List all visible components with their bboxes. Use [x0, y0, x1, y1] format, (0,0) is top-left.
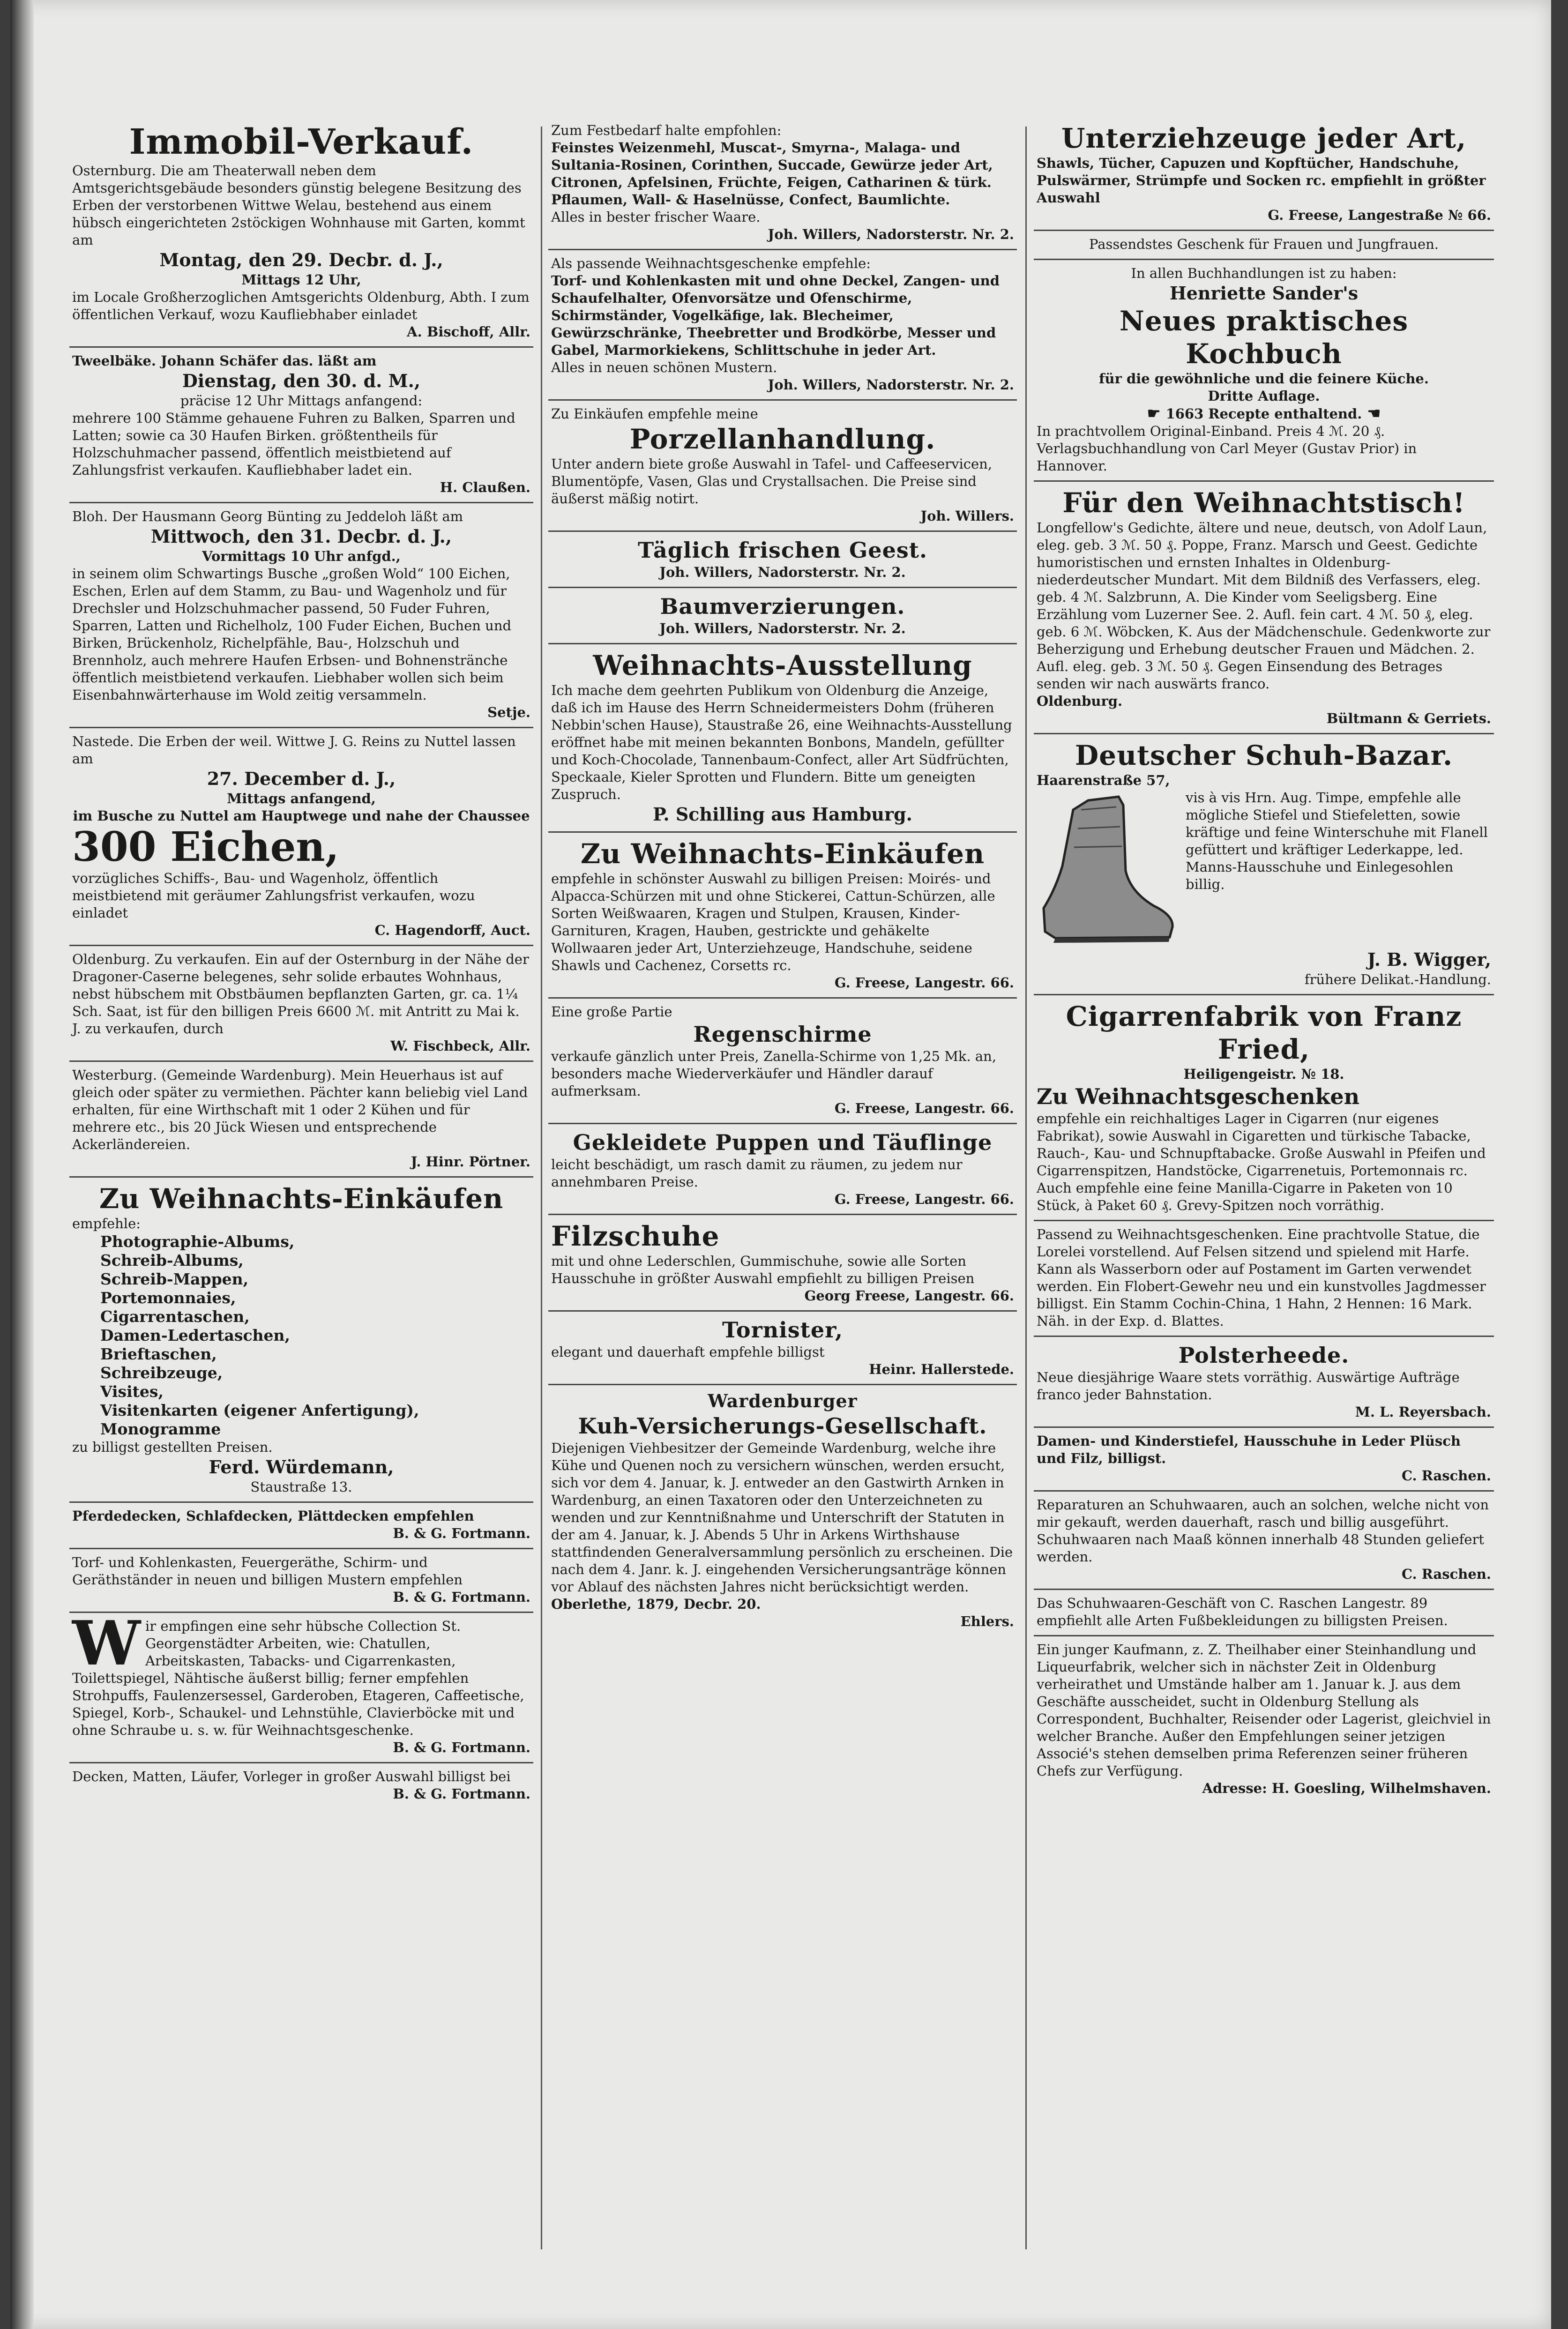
ad-body: Osternburg. Die am Theaterwall neben dem Amtsgerichtsgebäude besonders günstig belegene Besitzung des Erben der verstorbenen Wittwe Welau, bestehend aus einem hübsch eingerichteten 2stöckigen Wohnhause mit Garten, kommt am: [72, 163, 525, 248]
ad-signature: B. & G. Fortmann.: [393, 1786, 530, 1802]
ad-title: Polsterheede.: [1178, 1343, 1350, 1368]
ad-intro: In allen Buchhandlungen ist zu haben:: [1131, 265, 1397, 281]
ad-place: Oldenburg.: [1037, 693, 1123, 709]
list-item: Brieftaschen,: [100, 1345, 217, 1363]
ad-intro: Bloh. Der Hausmann Georg Bünting zu Jeddeloh läßt am: [72, 508, 463, 524]
ad-body: Pferdedecken, Schlafdecken, Plättdecken empfehlen: [72, 1508, 474, 1524]
ad-kaufmann: [1034, 1636, 1494, 1803]
ad-geschenke: [548, 250, 1017, 401]
ad-signature: H. Claußen.: [440, 479, 530, 495]
ad-title: Weihnachts-Ausstellung: [593, 649, 972, 681]
ad-title: Deutscher Schuh-Bazar.: [1075, 739, 1453, 771]
ad-body: empfehle in schönster Auswahl zu billigen Preisen: Moirés- und Alpacca-Schürzen mit und ohne Stickerei, Cattun-Schürzen, alle Sorten Weißwaaren, Kragen und Stulpen, Krausen, Kinder-Garnituren, Kragen, Hauben, gestrickte und gehäkelte Wollwaaren jeder Art, Unterziehzeuge, Handschuhe, seidene Shawls und Cachenez, Corsetts rc.: [551, 871, 995, 973]
ad-signature: B. & G. Fortmann.: [393, 1525, 530, 1541]
ad-title: Cigarrenfabrik von Franz Fried,: [1066, 1000, 1462, 1065]
ad-publisher: Verlagsbuchhandlung von Carl Meyer (Gustav Prior) in Hannover.: [1037, 440, 1417, 474]
ad-signature: G. Freese, Langestr. 66.: [834, 975, 1014, 991]
list-item: Damen-Ledertaschen,: [100, 1326, 291, 1344]
ad-signature: B. & G. Fortmann.: [393, 1589, 530, 1605]
ad-title: Kuh-Versicherungs-Gesellschaft.: [578, 1413, 987, 1439]
column-rule: [541, 127, 542, 2249]
ad-body: Longfellow's Gedichte, ältere und neue, deutsch, von Adolf Laun, eleg. geb. 3 ℳ. 50 ₰. Poppe, Franz. Marsch und Geest. Gedichte humoristischen und ernsten Inhaltes in Oldenburg-niederdeutscher Mundart. Mit dem Bildniß des Verfassers, eleg. geb. 4 ℳ. Salzbrunn, A. Die Kinder vom Seeligsberg. Eine Erzählung vom Luzerner See. 2. Aufl. fein cart. 4 ℳ. 50 ₰, eleg. geb. 6 ℳ. Wöbcken, K. Aus der Mädchenschule. Gedenkworte zur Beherzigung und Erhebung deutscher Frauen und Mädchen. 2. Aufl. eleg. geb. 3 ℳ. 50 ₰. Gegen Einsendung des Betrages senden wir nach auswärts franco.: [1037, 520, 1491, 692]
ad-time: Mittags anfangend,: [227, 791, 376, 806]
ad-place: im Busche zu Nuttel am Hauptwege und nahe der Chaussee: [73, 808, 530, 824]
ad-signature: Joh. Willers.: [920, 508, 1014, 524]
ad-date: 27. December d. J.,: [207, 768, 396, 789]
ad-signature: W. Fischbeck, Allr.: [390, 1038, 530, 1054]
ad-title: Zu Weihnachts-Einkäufen: [580, 838, 985, 870]
ad-title: Porzellanhandlung.: [629, 423, 936, 455]
ad-puppen: [548, 1124, 1017, 1215]
ad-subtitle: Zu Weihnachtsgeschenken: [1037, 1084, 1360, 1109]
ad-body: mehrere 100 Stämme gehauene Fuhren zu Balken, Sparren und Latten; sowie ca 30 Haufen Birken. größtentheils für Holzschuhmacher passend, öffentlich meistbietend auf Zahlungsfrist verkaufen. Kaufliebhaber ladet ein.: [72, 410, 515, 478]
ad-immobil: [69, 117, 533, 348]
ad-einkaeufe: [548, 833, 1017, 999]
ad-unterziehzeuge: [1034, 117, 1494, 231]
ad-edition: Dritte Auflage.: [1208, 388, 1320, 404]
ad-body: vorzügliches Schiffs-, Bau- und Wagenholz, öffentlich meistbietend mit geräumer Zahlungsfrist verkaufen, wozu einladet: [72, 870, 475, 921]
ad-signature: Joh. Willers, Nadorsterstr. Nr. 2.: [768, 226, 1014, 242]
ad-outro: zu billigst gestellten Preisen.: [72, 1439, 273, 1455]
list-item: Cigarrentaschen,: [100, 1307, 250, 1326]
column-2: [548, 117, 1017, 2254]
list-item: Portemonnaies,: [100, 1289, 236, 1307]
ad-signature: Ehlers.: [960, 1613, 1014, 1629]
ad-versicherung: [548, 1385, 1017, 1636]
pointing-hand-icon: ☛: [1147, 404, 1166, 422]
ad-nastede: [69, 728, 533, 946]
ad-signature: A. Bischoff, Allr.: [407, 324, 530, 340]
ad-title: Immobil-Verkauf.: [129, 122, 474, 162]
ad-body: Neue diesjährige Waare stets vorräthig. Auswärtige Aufträge franco jeder Bahnstation.: [1037, 1369, 1460, 1403]
ad-headline-number: 300 Eichen,: [72, 823, 339, 871]
ad-body: empfehle ein reichhaltiges Lager in Cigarren (nur eigenes Fabrikat), sowie Auswahl in Cigaretten und türkische Tabacke, Rauch-, Kau- und Schnupftabacke. Große Auswahl in Pfeifen und Cigarrenspitzen, Handstöcke, Cigarrenetuis, Portemonnais rc. Auch empfehle eine feine Manilla-Cigarre in Paketen von 10 Stück, à Paket 60 ₰. Grevy-Spitzen noch vorräthig.: [1037, 1111, 1486, 1213]
ad-recipes-text: 1663 Recepte enthaltend.: [1165, 406, 1362, 422]
list-item: Schreibzeuge,: [100, 1364, 223, 1382]
ad-address: Haarenstraße 57,: [1037, 772, 1170, 788]
ad-title: Für den Weihnachtstisch!: [1062, 487, 1465, 519]
ad-kochbuch: [1034, 260, 1494, 482]
ad-porzellan: [548, 401, 1017, 532]
ad-baumverzierungen: [548, 588, 1017, 644]
ad-title: Filzschuhe: [551, 1220, 720, 1252]
ad-ausstellung: [548, 644, 1017, 833]
list-item: Monogramme: [100, 1420, 221, 1438]
ad-tornister: [548, 1312, 1017, 1385]
ad-signature-note: frühere Delikat.-Handlung.: [1304, 971, 1491, 987]
ad-body: Reparaturen an Schuhwaaren, auch an solchen, welche nicht von mir gekauft, werden dauerhaft, rasch und billig ausgeführt. Schuhwaaren nach Maaß können innerhalb 48 Stunden geliefert werden.: [1037, 1497, 1489, 1565]
ad-bloh: [69, 503, 533, 728]
ad-signature: C. Raschen.: [1401, 1468, 1491, 1484]
ad-items: Feinstes Weizenmehl, Muscat-, Smyrna-, Malaga- und Sultania-Rosinen, Corinthen, Succade, Gewürze jeder Art, Citronen, Apfelsinen, Früchte, Feigen, Catharinen & türk. Pflaumen, Wall- & Haselnüsse, Confect, Baumlichte.: [551, 140, 993, 208]
page-gutter: [10, 0, 34, 2329]
ad-outro: Alles in bester frischer Waare.: [551, 209, 761, 225]
ad-signature: P. Schilling aus Hamburg.: [653, 804, 912, 825]
ad-body: mit und ohne Lederschlen, Gummischuhe, sowie alle Sorten Hausschuhe in größter Auswahl empfiehlt zu billigen Preisen: [551, 1253, 975, 1286]
ad-outro: Alles in neuen schönen Mustern.: [551, 359, 777, 375]
ad-time: präcise 12 Uhr Mittags anfangend:: [180, 393, 423, 409]
ad-body: Passend zu Weihnachtsgeschenken. Eine prachtvolle Statue, die Lorelei vorstellend. Auf Felsen sitzend und spielend mit Harfe. Kann als Wasserborn oder auf Postament im Garten verwendet werden. Ein Flobert-Gewehr neu und ein kunstvolles Jagdmesser billigst. Ein Stamm Cochin-China, 1 Hahn, 2 Hennen: 16 Mark. Näh. in der Exp. d. Blattes.: [1037, 1226, 1486, 1329]
ad-title: Neues praktisches Kochbuch: [1119, 305, 1409, 370]
ad-signature: Setje.: [487, 704, 530, 720]
ad-intro: Als passende Weihnachtsgeschenke empfehle:: [551, 255, 871, 271]
ad-date: Dienstag, den 30. d. M.,: [182, 370, 421, 391]
ad-title: Zu Weihnachts-Einkäufen: [99, 1183, 504, 1215]
ad-items: Torf- und Kohlenkasten mit und ohne Deckel, Zangen- und Schaufelhalter, Ofenvorsätze und Ofenschirme, Schirmständer, Vogelkäfige, lak. Blecheimer, Gewürzschränke, Theebretter und Brodkörbe, Messer und Gabel, Marmorkiekens, Schlittschuhe in jeder Art.: [551, 273, 1000, 358]
ad-polsterheede: [1034, 1337, 1494, 1428]
list-item: Photographie-Albums,: [100, 1232, 295, 1251]
ad-signature: Joh. Willers, Nadorsterstr. Nr. 2.: [659, 564, 906, 580]
ad-damenstiefel: [1034, 1428, 1494, 1492]
ad-body: leicht beschädigt, um rasch damit zu räumen, zu jedem nur annehmbaren Preise.: [551, 1157, 963, 1190]
ad-schuh-bazar: [1034, 734, 1494, 995]
ad-body: Decken, Matten, Läufer, Vorleger in großer Auswahl billigst bei: [72, 1769, 511, 1784]
ad-signature: J. B. Wigger,: [1367, 949, 1491, 970]
ad-pferdedecken: [69, 1503, 533, 1549]
ad-tweelbaeke: [69, 348, 533, 503]
ad-body: Unter andern biete große Auswahl in Tafel- und Caffeeservicen, Blumentöpfe, Vasen, Glas und Crystallsachen. Die Preise sind äußerst mäßig notirt.: [551, 456, 993, 507]
ad-filzschuhe: [548, 1215, 1017, 1312]
pointing-hand-icon: ☚: [1362, 404, 1381, 422]
ad-signature: B. & G. Fortmann.: [393, 1739, 530, 1755]
ad-address: Heiligengeistr. № 18.: [1183, 1066, 1344, 1082]
column-rule: [1025, 127, 1027, 2249]
ad-intro: Nastede. Die Erben der weil. Wittwe J. G. Reins zu Nuttel lassen am: [72, 733, 516, 767]
ad-address: Staustraße 13.: [250, 1479, 352, 1495]
column-3: [1034, 117, 1494, 2254]
ad-oldenburg: [69, 946, 533, 1062]
list-item: Visites,: [100, 1382, 164, 1401]
ad-body: Ich mache dem geehrten Publikum von Oldenburg die Anzeige, daß ich im Hause des Herrn Schneidermeisters Dohm (früheren Nebbin'schen Hause), Staustraße 26, eine Weihnachts-Ausstellung eröffnet habe mit meinen bekannten Bonbons, Mandeln, gefüllter und Koch-Chocolade, Tannenbaum-Confect, aller Art Südfrüchten, Speckaale, Kieler Sprotten und Flundern. Bitte um geneigten Zuspruch.: [551, 682, 1012, 802]
ad-signature: G. Freese, Langestr. 66.: [834, 1191, 1014, 1207]
ad-date: Mittwoch, den 31. Decbr. d. J.,: [150, 526, 452, 547]
ad-regenschirme: [548, 999, 1017, 1124]
ad-body: Westerburg. (Gemeinde Wardenburg). Mein Heuerhaus ist auf gleich oder später zu vermiethen. Pächter kann beliebig viel Land erhalten, für eine Wirthschaft mit 1 oder 2 Kühen und für mehrere etc., bis 20 Jück Wiesen und entsprechende Ackerländereien.: [72, 1067, 528, 1152]
ad-author: Henriette Sander's: [1169, 283, 1359, 304]
ad-signature: Joh. Willers, Nadorsterstr. Nr. 2.: [659, 620, 906, 636]
ad-weihnachts-einkaeufe: [69, 1178, 533, 1503]
ad-body: Shawls, Tücher, Capuzen und Kopftücher, Handschuhe, Pulswärmer, Strümpfe und Socken rc. empfiehlt in größter Auswahl: [1037, 155, 1486, 206]
ad-torf: [69, 1549, 533, 1613]
ad-festbedarf: [548, 117, 1017, 250]
ad-signature: Ferd. Würdemann,: [209, 1456, 394, 1478]
ad-signature: Bültmann & Gerriets.: [1326, 710, 1491, 726]
ad-body: Diejenigen Viehbesitzer der Gemeinde Wardenburg, welche ihre Kühe und Quenen noch zu versichern wünschen, werden ersucht, sich vor dem 4. Januar, k. J. entweder an den Gastwirth Arnken in Wardenburg, an einen Taxatoren oder den Unterzeichneten zu wenden und zur Kenntnißnahme und Unterschrift der Statuten in der am 4. Januar, k. J. Abends 5 Uhr in Arkens Wirthshause stattfindenden Generalversammlung persönlich zu erscheinen. Die nach dem 4. Janr. k. J. eingehenden Versicherungsanträge können vor Ablauf des nächsten Jahres nicht berücksichtigt werden.: [551, 1440, 1013, 1595]
ad-geest: [548, 532, 1017, 588]
ad-signature: M. L. Reyersbach.: [1355, 1404, 1491, 1420]
ad-time: Mittags 12 Uhr,: [241, 272, 361, 288]
ad-westerburg: [69, 1062, 533, 1178]
ad-body: Das Schuhwaaren-Geschäft von C. Raschen Langestr. 89 empfiehlt alle Arten Fußbekleidungen zu billigsten Preisen.: [1037, 1595, 1448, 1628]
ad-title: Unterziehzeuge jeder Art,: [1061, 122, 1467, 154]
advertisement-page: [69, 117, 1494, 2254]
ad-signature: Joh. Willers, Nadorsterstr. Nr. 2.: [768, 377, 1014, 393]
ad-cigarrenfabrik: [1034, 995, 1494, 1221]
ad-title: Wardenburger: [708, 1390, 858, 1411]
ad-signature: J. Hinr. Pörtner.: [411, 1154, 530, 1170]
ad-signature: G. Freese, Langestr. 66.: [834, 1100, 1014, 1116]
ad-title: Tornister,: [722, 1317, 844, 1343]
ad-title: Regenschirme: [693, 1022, 872, 1047]
ad-body: in seinem olim Schwartings Busche „großen Wold“ 100 Eichen, Eschen, Erlen auf dem Stamm, zu Bau- und Wagenholz und für Drechsler und Holzschuhmacher passend, 50 Fuder Fuhren, Sparren, Latten und Richelholz, 100 Fuder Eichen, Buchen und Birken, Brückenholz, Richelpfähle, Bau-, Holzschuh und Brennholz, auch mehrere Haufen Erbsen- und Bohnenstränche öffentlich meistbietend verkaufen. Liebhaber wollen sich beim Eisenbahnwärterhause im Wold zeitig versammeln.: [72, 566, 512, 703]
ad-price: In prachtvollem Original-Einband. Preis 4 ℳ. 20 ₰.: [1037, 423, 1385, 439]
ad-signature: C. Hagendorff, Auct.: [374, 922, 530, 938]
ad-body: im Locale Großherzoglichen Amtsgerichts Oldenburg, Abth. I zum öffentlichen Verkauf, wozu Kaufliebhaber einladet: [72, 289, 530, 322]
ad-body: Ein junger Kaufmann, z. Z. Theilhaber einer Steinhandlung und Liqueurfabrik, welcher sich in nächster Zeit in Oldenburg verheirathet und Umstände halber am 1. Januar k. J. aus dem Geschäfte ausscheidet, sucht in Oldenburg Stellung als Correspondent, Buchhalter, Reisender oder Lagerist, gleichviel in welcher Branche. Außer den Empfehlungen seiner jetzigen Associé's stehen demselben prima Referenzen seiner früheren Chefs zur Verfügung.: [1037, 1642, 1491, 1779]
ad-signature: Heinr. Hallerstede.: [869, 1361, 1014, 1377]
ad-time: Vormittags 10 Uhr anfgd.,: [202, 548, 401, 564]
ad-intro: Eine große Partie: [551, 1004, 672, 1020]
ad-date: Montag, den 29. Decbr. d. J.,: [159, 249, 443, 270]
ad-intro: Tweelbäke. Johann Schäfer das. läßt am: [72, 353, 377, 369]
ad-weihnachtstisch: [1034, 482, 1494, 734]
ad-signature: C. Raschen.: [1401, 1566, 1491, 1582]
ad-recipes: [1037, 405, 1491, 423]
ad-title: Täglich frischen Geest.: [637, 537, 927, 563]
ad-body: verkaufe gänzlich unter Preis, Zanella-Schirme von 1,25 Mk. an, besonders mache Wiederverkäufer und Händler darauf aufmerksam.: [551, 1048, 997, 1099]
drop-cap: W: [72, 1607, 141, 1679]
ad-place: Oberlethe, 1879, Decbr. 20.: [551, 1596, 761, 1612]
ad-body: Oldenburg. Zu verkaufen. Ein auf der Osternburg in der Nähe der Dragoner-Caserne belegenes, sehr solide erbautes Wohnhaus, nebst hübschem mit Obstbäumen bepflanzten Garten, gr. ca. 1¼ Sch. Saat, ist für den billigen Preis 6600 ℳ. mit Antritt zu Mai k. J. zu verkaufen, durch: [72, 951, 529, 1037]
ad-body: elegant und dauerhaft empfehle billigst: [551, 1344, 825, 1360]
boot-illustration: [1037, 791, 1177, 946]
ad-intro: Zu Einkäufen empfehle meine: [551, 406, 758, 422]
list-item: Schreib-Mappen,: [100, 1270, 249, 1288]
ad-signature: Georg Freese, Langestr. 66.: [804, 1288, 1014, 1304]
ad-lorelei: [1034, 1221, 1494, 1337]
ad-intro: Zum Festbedarf halte empfohlen:: [551, 122, 782, 138]
column-1: [69, 117, 533, 2254]
ad-title: Baumverzierungen.: [660, 594, 905, 619]
ad-body: vis à vis Hrn. Aug. Timpe, empfehle alle mögliche Stiefel und Stiefeletten, sowie kräftige und feine Winterschuhe mit Flanell gefüttert und kräftiger Lederkappe, led. Manns-Hausschuhe und Einlegesohlen billig.: [1186, 790, 1488, 892]
ad-body: Passendstes Geschenk für Frauen und Jungfrauen.: [1089, 236, 1439, 252]
list-item: Schreib-Albums,: [100, 1251, 244, 1269]
ad-reparaturen: [1034, 1492, 1494, 1590]
ad-subtitle: für die gewöhnliche und die feinere Küche.: [1099, 371, 1429, 387]
ad-body: Torf- und Kohlenkasten, Feuergeräthe, Schirm- und Geräthständer in neuen und billigen Mustern empfehlen: [72, 1554, 463, 1588]
ad-passend: [1034, 231, 1494, 260]
ad-signature: G. Freese, Langestraße № 66.: [1268, 207, 1491, 223]
ad-decken: [69, 1763, 533, 1808]
list-item: Visitenkarten (eigener Anfertigung),: [100, 1401, 419, 1419]
ad-schuhwaaren-geschaeft: [1034, 1590, 1494, 1636]
ad-intro: empfehle:: [72, 1216, 141, 1232]
ad-collection: [69, 1607, 533, 1763]
ad-body: ir empfingen eine sehr hübsche Collection St. Georgenstädter Arbeiten, wie: Chatullen, Arbeitskasten, Tabacks- und Cigarrenkasten, Toilettspiegel, Nähtische äußerst billig; ferner empfehlen Strohpuffs, Faulenzersessel, Garderoben, Etageren, Caffeetische, Spiegel, Korb-, Schaukel- und Lehnstühle, Clavierböcke mit und ohne Schraube u. s. w. für Weihnachtsgeschenke.: [72, 1618, 524, 1738]
ad-signature: Adresse: H. Goesling, Wilhelmshaven.: [1202, 1780, 1491, 1796]
ad-title: Gekleidete Puppen und Täuflinge: [573, 1130, 993, 1155]
ad-body: Damen- und Kinderstiefel, Hausschuhe in Leder Plüsch und Filz, billigst.: [1037, 1433, 1461, 1466]
